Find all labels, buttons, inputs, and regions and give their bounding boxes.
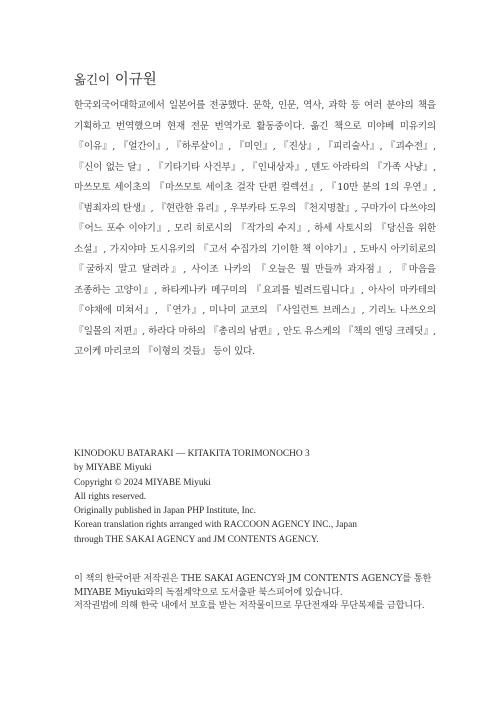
copyright-original-publisher: Originally published in Japan PHP Institute, Inc.	[74, 506, 256, 517]
copyright-rights: All rights reserved.	[74, 491, 147, 502]
translator-section	[74, 70, 436, 363]
copyright-author: by MIYABE Miyuki	[74, 463, 152, 474]
copyright-notice	[74, 447, 434, 547]
copyright-year: Copyright © 2024 MIYABE Miyuki	[74, 477, 211, 488]
translator-bio: 한국외국어대학교에서 일본어를 전공했다. 문학, 인문, 역사, 과학 등 여러 분야의 책을 기획하고 번역했으며 현재 전문 번역가로 활동중이다. 옮긴 책으로 미야베 미유키의 『이유』, 『얼간이』, 『하루살이』, 『미인』, 『진상』, 『피리술사』, 『괴수전』, 『신이 없는 달』, 『기타기타 사건부』, 『인내상자』, 덴도 아라타의 『가족 사냥』, 마쓰모토 세이초의 『마쓰모토 세이초 걸작 단편 컬렉션』, 『10만 분의 1의 우연』, 『범죄자의 탄생』, 『현란한 유리』, 우부카타 도우의 『천지명찰』, 구마가이 다쓰야의 『어느 포수 이야기』, 모리 히로시의 『작가의 수지』, 하세 사토시의 『당신을 위한 소설』, 가지야마 도시유키의 『고서 수집가의 기이한 책 이야기』, 도바시 아키히로의 『굴하지 말고 달려라』, 사이조 나카의 『오늘은 뭘 만들까 과자점』, 『마음을 조종하는 고양이』, 하타케나카 메구미의 『요괴를 빌려드립니다』, 아사이 마카테의 『야채에 미쳐서』, 『연가』, 미나미 교코의 『사일런트 브레스』, 기리노 나쓰오의 『일몰의 저편』, 하라다 마하의 『총리의 남편』, 안도 유스케의 『책의 엔딩 크레딧』, 고이케 마리코의 『이형의 것들』 등이 있다.	[74, 100, 436, 357]
translator-role: 옮긴이	[74, 72, 111, 87]
korean-rights-notice	[74, 572, 436, 613]
copyright-agency: through THE SAKAI AGENCY and JM CONTENTS AGENCY.	[74, 534, 319, 545]
copyright-original-title: KINODOKU BATARAKI — KITAKITA TORIMONOCHO 3	[74, 449, 310, 459]
korean-rights-paragraph: 이 책의 한국어판 저작권은 THE SAKAI AGENCY와 JM CONTENTS AGENCY를 통한 MIYABE Miyuki와의 독점계약으로 도서출판 북스피어에 있습니다.	[74, 573, 432, 598]
translator-heading	[74, 70, 436, 90]
copyright-translation-rights: Korean translation rights arranged with RACCOON AGENCY INC., Japan	[74, 520, 357, 531]
korean-rights-warning: 저작권법에 의해 한국 내에서 보호를 받는 저작물이므로 무단전재와 무단복제를 금합니다.	[74, 600, 425, 612]
translator-name: 이규원	[114, 72, 157, 88]
